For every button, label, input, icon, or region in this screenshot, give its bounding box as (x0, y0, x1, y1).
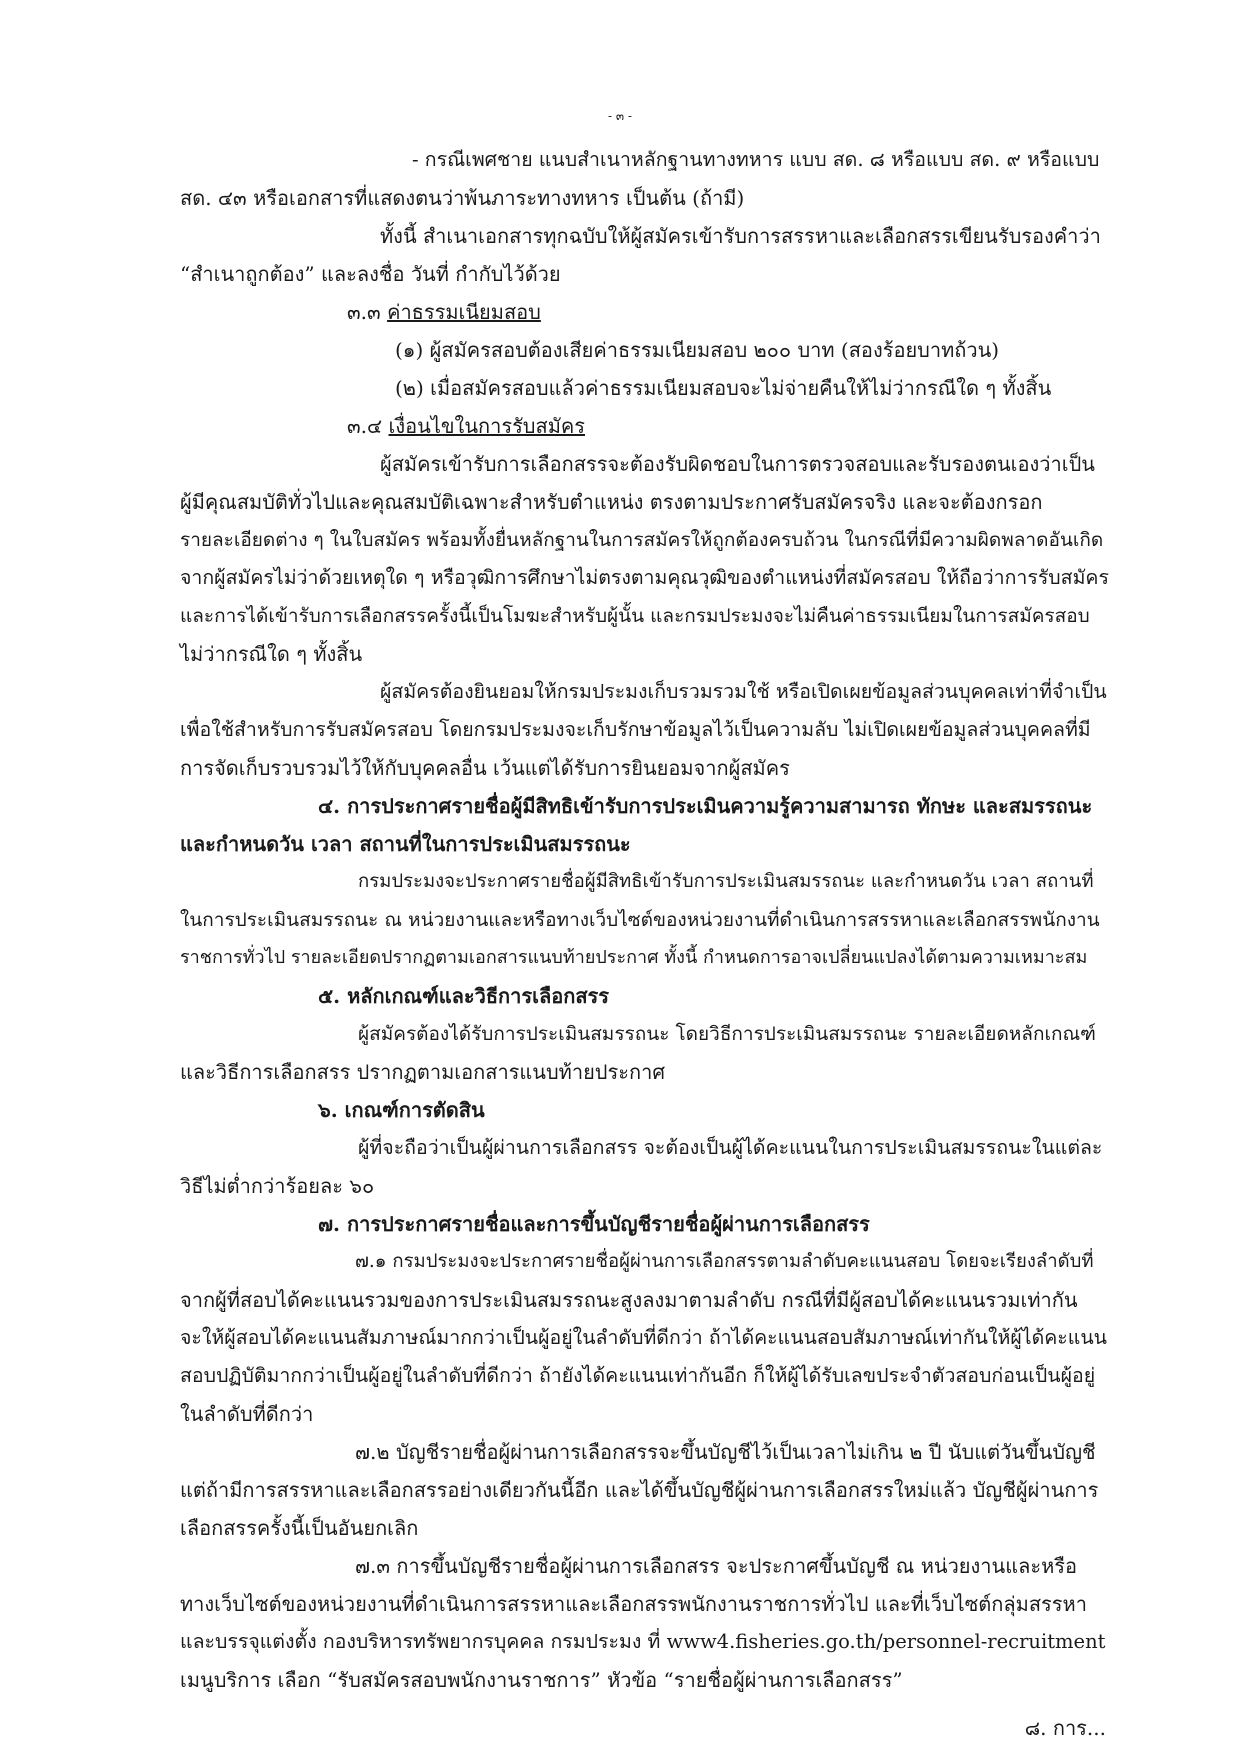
paragraph-line: วิธีไม่ต่ำกว่าร้อยละ ๖๐ (180, 1174, 375, 1198)
paragraph-line: จากผู้ที่สอบได้คะแนนรวมของการประเมินสมรรถนะสูงลงมาตามลำดับ กรณีที่มีผู้สอบได้คะแนนรวมเท่ากัน (180, 1288, 1078, 1312)
paragraph-line: เพื่อใช้สำหรับการรับสมัครสอบ โดยกรมประมงจะเก็บรักษาข้อมูลไว้เป็นความลับ ไม่เปิดเผยข้อมูลส่วนบุคคลที่มี (180, 718, 1091, 741)
subsection-heading-3-3 (347, 294, 541, 330)
paragraph-line: และบรรจุแต่งตั้ง กองบริหารทรัพยากรบุคคล กรมประมง ที่ www4.fisheries.go.th/personnel-recruitment (180, 1630, 1106, 1653)
section-heading-4: ๔. การประกาศรายชื่อผู้มีสิทธิเข้ารับการประเมินความรู้ความสามารถ ทักษะ และสมรรถนะ (318, 794, 1093, 818)
paragraph-line: ราชการทั่วไป รายละเอียดปรากฏตามเอกสารแนบท้ายประกาศ ทั้งนี้ กำหนดการอาจเปลี่ยนแปลงได้ตามความเหมาะสม (180, 947, 1088, 968)
subsection-heading-3-4 (347, 408, 585, 444)
paragraph-line: สอบปฏิบัติมากกว่าเป็นผู้อยู่ในลำดับที่ดีกว่า ถ้ายังได้คะแนนเท่ากันอีก ก็ให้ผู้ได้รับเลขประจำตัวสอบก่อนเป็นผู้อยู่ (180, 1364, 1096, 1387)
paragraph-line: เมนูบริการ เลือก “รับสมัครสอบพนักงานราชการ” หัวข้อ “รายชื่อผู้ผ่านการเลือกสรร” (180, 1668, 903, 1692)
paragraph-line: จากผู้สมัครไม่ว่าด้วยเหตุใด ๆ หรือวุฒิการศึกษาไม่ตรงตามคุณวุฒิของตำแหน่งที่สมัครสอบ ให้ถือว่าการรับสมัคร (180, 566, 1109, 589)
paragraph-line: กรมประมงจะประกาศรายชื่อผู้มีสิทธิเข้ารับการประเมินสมรรถนะ และกำหนดวัน เวลา สถานที่ (358, 871, 1094, 892)
paragraph-line: - กรณีเพศชาย แนบสำเนาหลักฐานทางทหาร แบบ สด. ๘ หรือแบบ สด. ๙ หรือแบบ (412, 148, 1100, 171)
paragraph-line: “สำเนาถูกต้อง” และลงชื่อ วันที่ กำกับไว้ด้วย (180, 262, 561, 286)
paragraph-line: (๒) เมื่อสมัครสอบแล้วค่าธรรมเนียมสอบจะไม่จ่ายคืนให้ไม่ว่ากรณีใด ๆ ทั้งสิ้น (395, 376, 1052, 400)
paragraph-line: ในลำดับที่ดีกว่า (180, 1402, 314, 1426)
paragraph-line: สด. ๔๓ หรือเอกสารที่แสดงตนว่าพ้นภาระทางทหาร เป็นต้น (ถ้ามี) (180, 186, 745, 210)
section-heading-6: ๖. เกณฑ์การตัดสิน (318, 1098, 485, 1122)
section-heading-4-cont: และกำหนดวัน เวลา สถานที่ในการประเมินสมรรถนะ (180, 832, 631, 856)
paragraph-line: ผู้สมัครต้องได้รับการประเมินสมรรถนะ โดยวิธีการประเมินสมรรถนะ รายละเอียดหลักเกณฑ์ (358, 1023, 1096, 1045)
subsection-title: เงื่อนไขในการรับสมัคร (388, 414, 586, 438)
paragraph-line: ไม่ว่ากรณีใด ๆ ทั้งสิ้น (180, 642, 363, 666)
paragraph-line: ๗.๒ บัญชีรายชื่อผู้ผ่านการเลือกสรรจะขึ้นบัญชีไว้เป็นเวลาไม่เกิน ๒ ปี นับแต่วันขึ้นบัญชี (355, 1440, 1096, 1464)
subsection-number: ๓.๓ (347, 300, 381, 324)
paragraph-line: ผู้สมัครเข้ารับการเลือกสรรจะต้องรับผิดชอบในการตรวจสอบและรับรองตนเองว่าเป็น (380, 452, 1095, 476)
paragraph-line: ผู้ที่จะถือว่าเป็นผู้ผ่านการเลือกสรร จะต้องเป็นผู้ได้คะแนนในการประเมินสมรรถนะในแต่ละ (358, 1136, 1103, 1159)
section-heading-5: ๕. หลักเกณฑ์และวิธีการเลือกสรร (318, 984, 610, 1008)
section-heading-7: ๗. การประกาศรายชื่อและการขึ้นบัญชีรายชื่อผู้ผ่านการเลือกสรร (318, 1212, 870, 1236)
paragraph-line: (๑) ผู้สมัครสอบต้องเสียค่าธรรมเนียมสอบ ๒๐๐ บาท (สองร้อยบาทถ้วน) (395, 338, 1000, 362)
paragraph-line: แต่ถ้ามีการสรรหาและเลือกสรรอย่างเดียวกันนี้อีก และได้ขึ้นบัญชีผู้ผ่านการเลือกสรรใหม่แล้ว บัญชีผู้ผ่านการ (180, 1478, 1099, 1502)
continuation-marker: ๘. การ... (1024, 1716, 1106, 1740)
paragraph-line: ผู้มีคุณสมบัติทั่วไปและคุณสมบัติเฉพาะสำหรับตำแหน่ง ตรงตามประกาศรับสมัครจริง และจะต้องกรอก (180, 490, 1043, 514)
paragraph-line: ในการประเมินสมรรถนะ ณ หน่วยงานและหรือทางเว็บไซต์ของหน่วยงานที่ดำเนินการสรรหาและเลือกสรรพนักงาน (180, 909, 1100, 931)
paragraph-line: รายละเอียดต่าง ๆ ในใบสมัคร พร้อมทั้งยื่นหลักฐานในการสมัครให้ถูกต้องครบถ้วน ในกรณีที่มีความผิดพลาดอันเกิด (180, 529, 1104, 551)
paragraph-line: ทางเว็บไซต์ของหน่วยงานที่ดำเนินการสรรหาและเลือกสรรพนักงานราชการทั่วไป และที่เว็บไซต์กลุ่มสรรหา (180, 1592, 1087, 1616)
paragraph-line: และวิธีการเลือกสรร ปรากฏตามเอกสารแนบท้ายประกาศ (180, 1060, 666, 1084)
paragraph-line: ๗.๑ กรมประมงจะประกาศรายชื่อผู้ผ่านการเลือกสรรตามลำดับคะแนนสอบ โดยจะเรียงลำดับที่ (355, 1251, 1094, 1272)
paragraph-line: ผู้สมัครต้องยินยอมให้กรมประมงเก็บรวมรวมใช้ หรือเปิดเผยข้อมูลส่วนบุคคลเท่าที่จำเป็น (380, 680, 1107, 703)
paragraph-line: ทั้งนี้ สำเนาเอกสารทุกฉบับให้ผู้สมัครเข้ารับการสรรหาและเลือกสรรเขียนรับรองคำว่า (380, 224, 1101, 248)
subsection-number: ๓.๔ (347, 414, 383, 438)
page-number: - ๓ - (608, 109, 632, 123)
paragraph-line: เลือกสรรครั้งนี้เป็นอันยกเลิก (180, 1516, 419, 1540)
subsection-title: ค่าธรรมเนียมสอบ (387, 300, 541, 324)
paragraph-line: และการได้เข้ารับการเลือกสรรครั้งนี้เป็นโมฆะสำหรับผู้นั้น และกรมประมงจะไม่คืนค่าธรรมเนียมในการสมัครสอบ (180, 605, 1090, 627)
paragraph-line: การจัดเก็บรวบรวมไว้ให้กับบุคคลอื่น เว้นแต่ได้รับการยินยอมจากผู้สมัคร (180, 756, 790, 780)
paragraph-line: ๗.๓ การขึ้นบัญชีรายชื่อผู้ผ่านการเลือกสรร จะประกาศขึ้นบัญชี ณ หน่วยงานและหรือ (355, 1554, 1078, 1578)
paragraph-line: จะให้ผู้สอบได้คะแนนสัมภาษณ์มากกว่าเป็นผู้อยู่ในลำดับที่ดีกว่า ถ้าได้คะแนนสอบสัมภาษณ์เท่ากันให้ผู้ได้คะแนน (180, 1326, 1107, 1349)
